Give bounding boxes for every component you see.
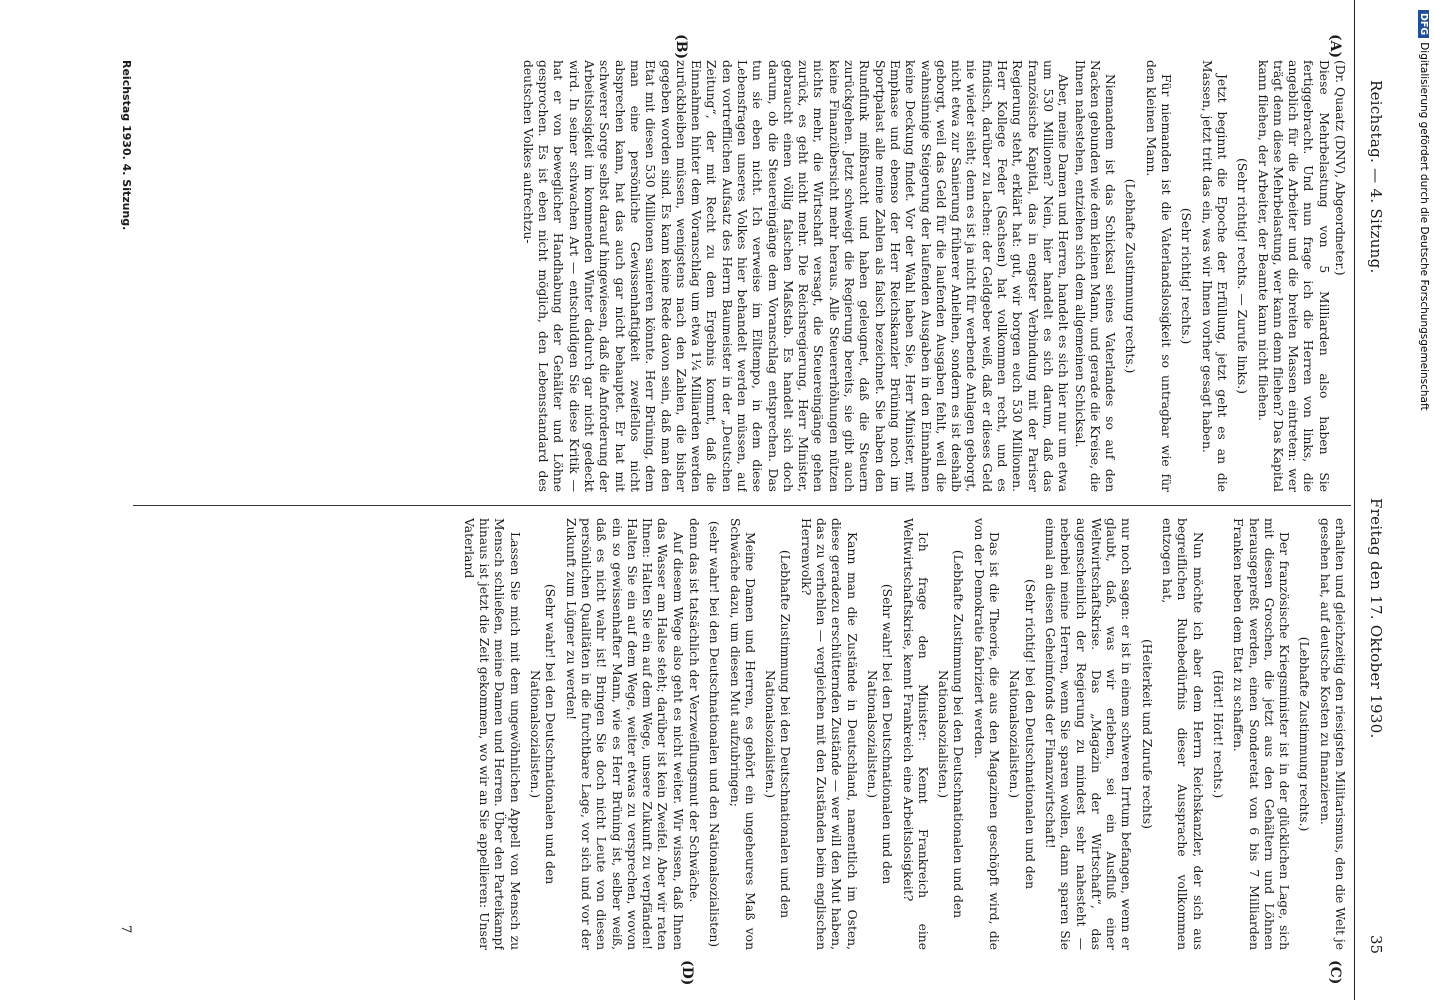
digitization-credit [1410,10,1434,990]
paragraph: Jetzt beginnt die Epoche der Erfüllung, jetzt geht es an die Massen, jetzt tritt das ein, was wir Ihnen vorher gesagt haben. [1199,60,1229,492]
paragraph: Für niemanden ist die Vaterlandslosigkeit so untragbar wie für den kleinen Mann. [1143,60,1174,492]
header-date: Freitag den 17. Oktober 1930. [1367,498,1385,739]
margin-marker-b: (B) [673,34,689,60]
header-session: Reichstag. — 4. Sitzung. [1367,80,1385,274]
paragraph: Meine Damen und Herren, es gehört ein ungeheures Maß von Schwäche dazu, um diesen Mut aufzubringen; [727,518,757,950]
paragraph: Kann man die Zustände in Deutschland, namentlich im Osten, diese geradezu erschütternden Zustände — wer will den Mut haben, das zu verhehlen — vergleichen mit den Zuständen beim englischen Herrenvolk? [798,518,859,950]
paragraph: Ich frage den Minister: Kennt Frankreich eine Weltwirtschaftskrise, kennt Frankreich eine Arbeitslosigkeit? [900,518,930,950]
interjection: (Sehr wahr! bei den Deutschnationalen und den Nationalsozialisten.) [528,583,558,885]
interjection: (Lebhafte Zustimmung rechts.) [1297,636,1312,832]
paragraph: Diese Mehrbelastung von 5 Milliarden also haben Sie fertiggebracht. Und nun frage ich die Herren von links, die angeblich für die Arbeiter und die breiten Massen eintreten: wer trägt denn diese Mehrbelastung, wer kann denn fliehen? Das Kapital kann fliehen, der Arbeiter, der Beamte kann nicht fliehen. [1255,60,1331,492]
paragraph: Niemandem ist das Schicksal seines Vaterlandes so auf den Nacken gebunden wie dem kleinen Mann, und gerade die Kreise, die Ihnen nahestehen, entziehen sich dem allgemeinen Schicksal. [1072,60,1118,492]
interjection: (Lebhafte Zustimmung bei den Deutschnationalen und den Nationalsozialisten.) [763,549,793,919]
dfg-logo-badge: DFG [1418,10,1429,38]
paragraph: (Dr. Quaatz (DNV), Abgeordneter.) [1333,60,1347,276]
interjection: (Sehr richtig! rechts. — Zurufe links.) [1235,158,1250,394]
paragraph: Aber, meine Damen und Herren, handelt es sich hier nur um etwa um 530 Millionen? Nein, hier handelt es sich darum, daß das französische Kapital, das in engster Verbindung mit der Pariser Regierung steht, erklärt hat: gut, wir borgen euch 530 Millionen. Herr Kollege Feder (Sachsen) hat vollkommen recht, und es findisch, darüber zu lachen: der Geldgeber weiß, daß er dieses Geld nie wieder sieht; denn es ist ja nicht für werbende Anlagen geborgt, nicht etwa zur Sanierung früherer Anleihen, sondern es ist deshalb geborgt, weil das Geld für die laufenden Ausgaben fehlt, weil die wahnsinnige Steigerung der laufenden Ausgaben in den Einnahmen keine Deckung findet. Vor der Wahl haben Sie, Herr Minister, mit Emphase und ebenso der Herr Reichskanzler Brüning noch im Sportpalast alle meine Zahlen als falsch bezeichnet. Sie haben den Rundfunk mißbraucht und haben geleugnet, daß die Steuern zurückgehen. Jetzt schweigt die Regierung bereits, sie gibt auch keine Finanzübersicht mehr heraus. Alle Steuererhöhungen nützen nichts mehr, die Wirtschaft versagt, die Steuereingänge gehen zurück, es geht nicht mehr. Die Reichsregierung, Herr Minister, gebraucht einen völlig falschen Maßstab. Es handelt sich doch darum, ob die Steuereingänge dem Voranschlag entsprechen. Das tun sie eben nicht. Ich verweise im Eiltempo, in dem diese Lebensfragen unseres Volkes hier behandelt werden müssen, auf den vortrefflichen Aufsatz des Herrn Baumeister in der „Deutschen Zeitung“, der mit Recht zu dem Ergebnis kommt, daß die Einnahmen hinter dem Voranschlag um etwa 1¼ Milliarden werden zurückbleiben müssen, wenigstens nach den Zahlen, die bisher gegeben worden sind. Es kann keine Rede davon sein, daß man den Etat mit diesen 530 Millionen sanieren könnte. Herr Brüning, dem man eine persönliche Gewissenhaftigkeit zweifellos nicht absprechen kann, hat das auch gar nicht behauptet. Er hat mit schwerer Sorge selbst darauf hingewiesen, daß die Anforderung der Arbeitslosigkeit im kommenden Winter dadurch gar nicht gedeckt wird. In seiner schwachen Art — entschuldigen Sie diese Kritik — hat er von beweglicher Handhabung der Gehälter und Löhne gesprochen. Es ist eben nicht möglich, den Lebensstandard des deutschen Volkes aufrechtzu- [520,60,1071,492]
footer-signature: Reichstag 1930. 4. Sitzung. [120,60,133,231]
page-number: 35 [1367,935,1385,955]
column-divider [133,505,1351,506]
left-text-column [139,60,1347,492]
paragraph: Lassen Sie mich mit dem ungewöhnlichen Appell von Mensch zu Mensch schließen, meine Damen und Herren. Über den Parteikampf hinaus ist jetzt die Zeit gekommen, wo wir an Sie appellieren: Unser Vaterland [461,518,522,950]
paragraph: nur noch sagen: er ist in einem schweren Irrtum befangen, wenn er glaubt, daß, was wir erleben, sei ein Ausfluß einer Weltwirtschaftskrise. Das „Magazin der Wirtschaft“, das augenscheinlich der Regierung zu mindest sehr nahesteht — nebenbei meine Herren, wenn Sie sparen wollen, dann sparen Sie einmal an diesen Geheimfonds der Finanzwirtschaft! [1042,518,1134,950]
interjection: (Heiterkeit und Zurufe rechts) [1139,639,1154,829]
interjection: (Sehr wahr! bei den Deutschnationalen und den Nationalsozialisten.) [864,583,895,885]
footer-sheet-number: 7 [118,925,133,934]
paragraph: erhalten und gleichzeitig den riesigsten Militarismus, den die Welt je gesehen hat, auf deutsche Kosten zu finanzieren. [1317,518,1347,950]
margin-marker-d: (D) [679,960,695,986]
paragraph: Nun möchte ich aber dem Herrn Reichskanzler, der sich aus begreiflichen Ruhebedürfnis dieser Aussprache vollkommen entzogen hat, [1160,518,1205,950]
interjection: (Sehr richtig! rechts.) [1179,207,1194,345]
right-text-column [139,518,1347,950]
paragraph: denn das ist tatsächlich der Verzweiflungsmut der Schwäche. [687,518,702,903]
digitization-credit-text: Digitalisierung gefördert durch die Deutsche Forschungsgemeinschaft [1418,42,1430,411]
page-header [1354,0,1395,1000]
interjection: (Lebhafte Zustimmung bei den Deutschnationalen und den Nationalsozialisten.) [936,549,966,919]
digitization-credit-line [1414,10,1430,990]
interjection: (Sehr richtig! bei den Deutschnationalen und den Nationalsozialisten.) [1007,578,1037,889]
margin-marker-c: (C) [1327,960,1343,985]
interjection: (Lebhafte Zustimmung rechts.) [1123,178,1138,374]
paragraph: Der französische Kriegsminister ist in der glücklichen Lage, sich mit diesen Groschen, die jetzt aus den Gehältern und Löhnen herausgepreßt werden, einen Sonderetat von 6 bis 7 Milliarden Franken neben dem Etat zu schaffen. [1231,518,1292,950]
interjection: (sehr wahr! bei den Deutschnationalen und den Nationalsozialisten) [707,520,722,948]
interjection: (Hört! Hört! rechts.) [1210,669,1225,799]
margin-marker-a: (A) [1327,34,1343,59]
paragraph: Das ist die Theorie, die aus den Magazinen geschöpft wird, die von der Demokratie fabriziert werden. [971,518,1002,950]
paragraph: Auf diesem Wege also geht es nicht weiter. Wir wissen, daß Ihnen das Wasser am Halse steht; darüber ist kein Zweifel. Aber wir raten Ihnen: Halten Sie ein auf dem Wege, unsere Zukunft zu verpfänden! Halten Sie ein auf dem Wege, weiter etwas zu versprechen, wovon ein so gewissenhafter Mann, wie es Herr Brüning ist, selber weiß, daß es nicht wahr ist! Bringen Sie doch nicht Leute von diesen persönlichen Qualitäten in die furchtbare Lage, vor sich und vor der Zukunft zum Lügner zu werden! [563,518,685,950]
